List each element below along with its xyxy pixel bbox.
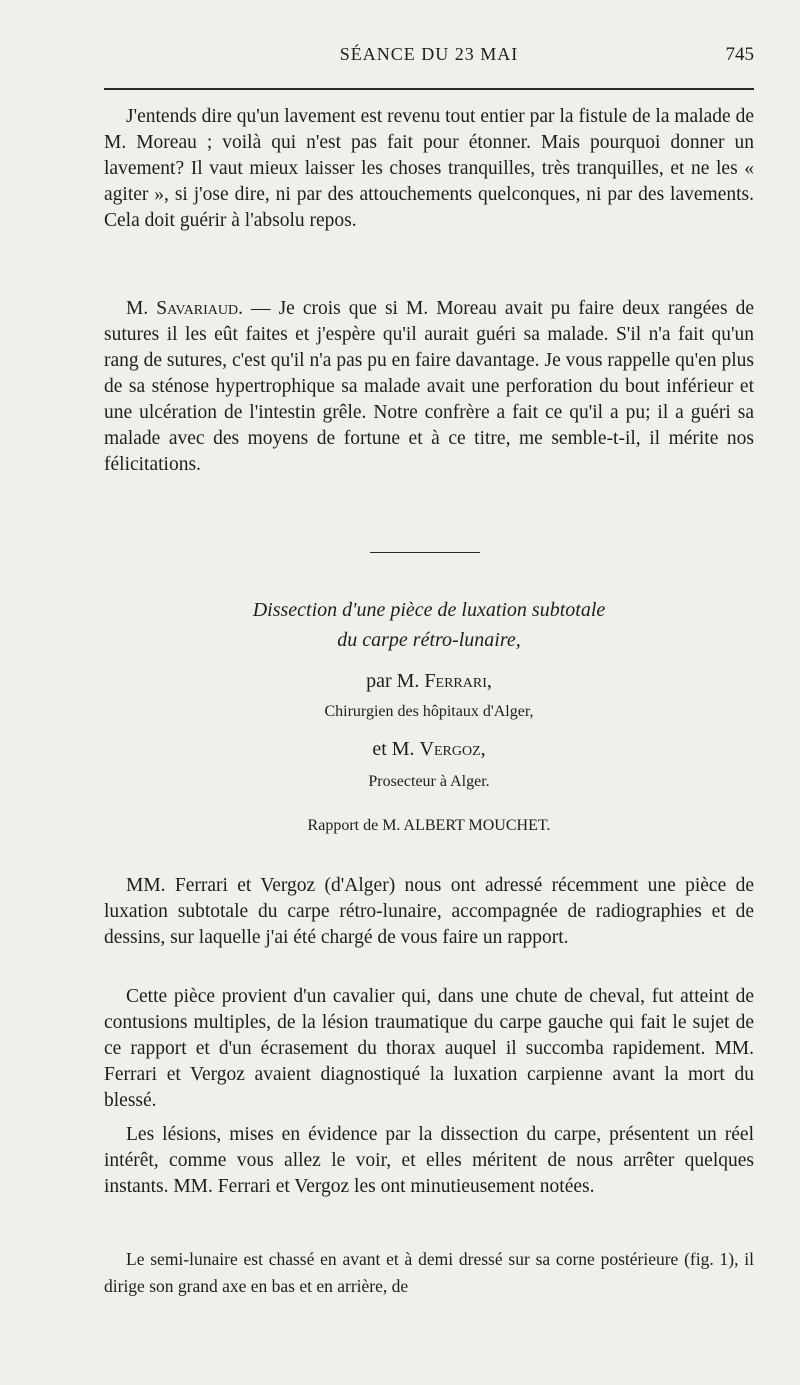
paragraph-rider: Cette pièce provient d'un cavalier qui, dans une chute de cheval, fut atteint de contusions multiples, de la lésion traumatique du carpe gauche qui fait le sujet de ce rapport et d'un écrasement du thorax auquel il succomba rapidement. MM. Ferrari et Vergoz avaient diagnostiqué la luxation carpienne avant la mort du blessé. (104, 986, 754, 1111)
author-ferrari-affiliation: Chirurgien des hôpitaux d'Alger, (324, 703, 534, 720)
report-byline: Rapport de M. ALBERT MOUCHET. (307, 817, 551, 834)
author-ferrari-name: Ferrari, (424, 670, 492, 692)
paragraph-semilunar: Le semi-lunaire est chassé en avant et à demi dressé sur sa corne postérieure (fig. 1), il dirige son grand axe en bas et en arrière, de (104, 1249, 754, 1296)
section-divider (370, 552, 480, 553)
article-title-line-1: Dissection d'une pièce de luxation subtotale (252, 599, 606, 621)
speaker-remarks: — Je crois que si M. Moreau avait pu faire deux rangées de sutures il les eût faites et j'espère qu'il aurait guéri sa malade. S'il n'a fait qu'un rang de sutures, c'est qu'il n'a pas pu en faire davantage. Je vous rappelle qu'en plus de sa sténose hypertrophique sa malade avait une perforation du bout inférieur et une ulcération de l'intestin grêle. Notre confrère a fait ce qu'il a pu; il a guéri sa malade avec des moyens de fortune et à ce titre, me semble-t-il, il mérite nos félicitations. (104, 298, 754, 475)
running-head-title: SÉANCE DU 23 MAI (339, 44, 519, 64)
author-vergoz (104, 738, 754, 761)
author-ferrari (104, 670, 754, 693)
article-title-line-2: du carpe rétro-lunaire, (337, 629, 521, 651)
author-vergoz-affiliation: Prosecteur à Alger. (368, 773, 490, 790)
paragraph-specimen: MM. Ferrari et Vergoz (d'Alger) nous ont adressé récemment une pièce de luxation subtotale du carpe rétro-lunaire, accompagnée de radiographies et de dessins, sur laquelle j'ai été chargé de vous faire un rapport. (104, 875, 754, 948)
author-ferrari-prefix: par M. (366, 670, 425, 692)
paragraph-lesions: Les lésions, mises en évidence par la dissection du carpe, présentent un réel intérêt, comme vous allez le voir, et elles méritent de nous arrêter quelques instants. MM. Ferrari et Vergoz les ont minutieusement notées. (104, 1124, 754, 1197)
paragraph-savariaud (104, 296, 754, 478)
speaker-name: M. Savariaud. (126, 298, 244, 319)
author-vergoz-prefix: et M. (372, 738, 420, 760)
page-number: 745 (725, 44, 754, 65)
paragraph-fistula: J'entends dire qu'un lavement est revenu tout entier par la fistule de la malade de M. Moreau ; voilà qui n'est pas fait pour étonner. Mais pourquoi donner un lavement? Il vaut mieux laisser les choses tranquilles, très tranquilles, et ne les « agiter », si j'ose dire, ni par des attouchements quelconques, ni par des lavements. Cela doit guérir à l'absolu repos. (104, 106, 754, 231)
running-head (104, 44, 754, 72)
author-vergoz-name: Vergoz, (419, 738, 486, 760)
header-rule (104, 88, 754, 90)
